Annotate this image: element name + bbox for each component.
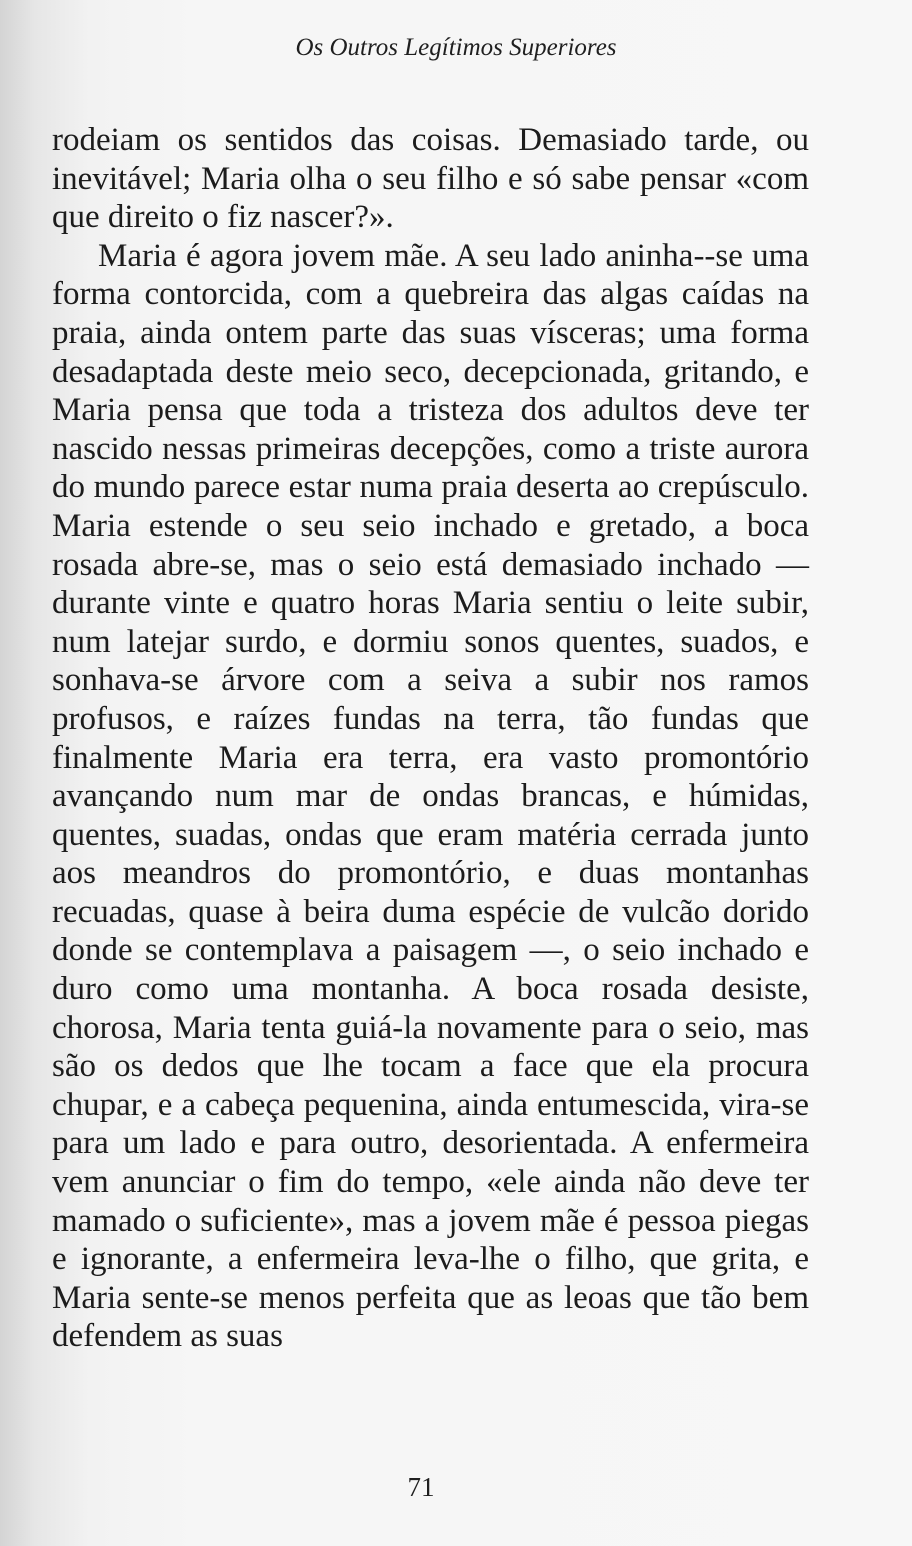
running-header: Os Outros Legítimos Superiores: [295, 34, 617, 61]
page-number: 71: [407, 1472, 435, 1502]
body-text: [52, 121, 809, 1356]
paragraph-continuation: rodeiam os sentidos das coisas. Demasiado tarde, ou inevitável; Maria olha o seu filho e só sabe pensar «com que direito o fiz nascer?».: [52, 122, 809, 236]
paragraph-main: Maria é agora jovem mãe. A seu lado aninha--se uma forma contorcida, com a quebreira das algas caídas na praia, ainda ontem parte das suas vísceras; uma forma desadaptada deste meio seco, decepcionada, gritando, e Maria pensa que toda a tristeza dos adultos deve ter nascido nessas primeiras decepções, como a triste aurora do mundo parece estar numa praia deserta ao crepúsculo. Maria estende o seu seio inchado e gretado, a boca rosada abre-se, mas o seio está demasiado inchado — durante vinte e quatro horas Maria sentiu o leite subir, num latejar surdo, e dormiu sonos quentes, suados, e sonhava-se árvore com a seiva a subir nos ramos profusos, e raízes fundas na terra, tão fundas que finalmente Maria era terra, era vasto promontório avançando num mar de ondas brancas, e húmidas, quentes, suadas, ondas que eram matéria cerrada junto aos meandros do promontório, e duas montanhas recuadas, quase à beira duma espécie de vulcão dorido donde se contemplava a paisagem —, o seio inchado e duro como uma montanha. A boca rosada desiste, chorosa, Maria tenta guiá-la novamente para o seio, mas são os dedos que lhe tocam a face que ela procura chupar, e a cabeça pequenina, ainda entumescida, vira-se para um lado e para outro, desorientada. A enfermeira vem anunciar o fim do tempo, «ele ainda não deve ter mamado o suficiente», mas a jovem mãe é pessoa piegas e ignorante, a enfermeira leva-lhe o filho, que grita, e Maria sente-se menos perfeita que as leoas que tão bem defendem as suas: [52, 237, 809, 1355]
